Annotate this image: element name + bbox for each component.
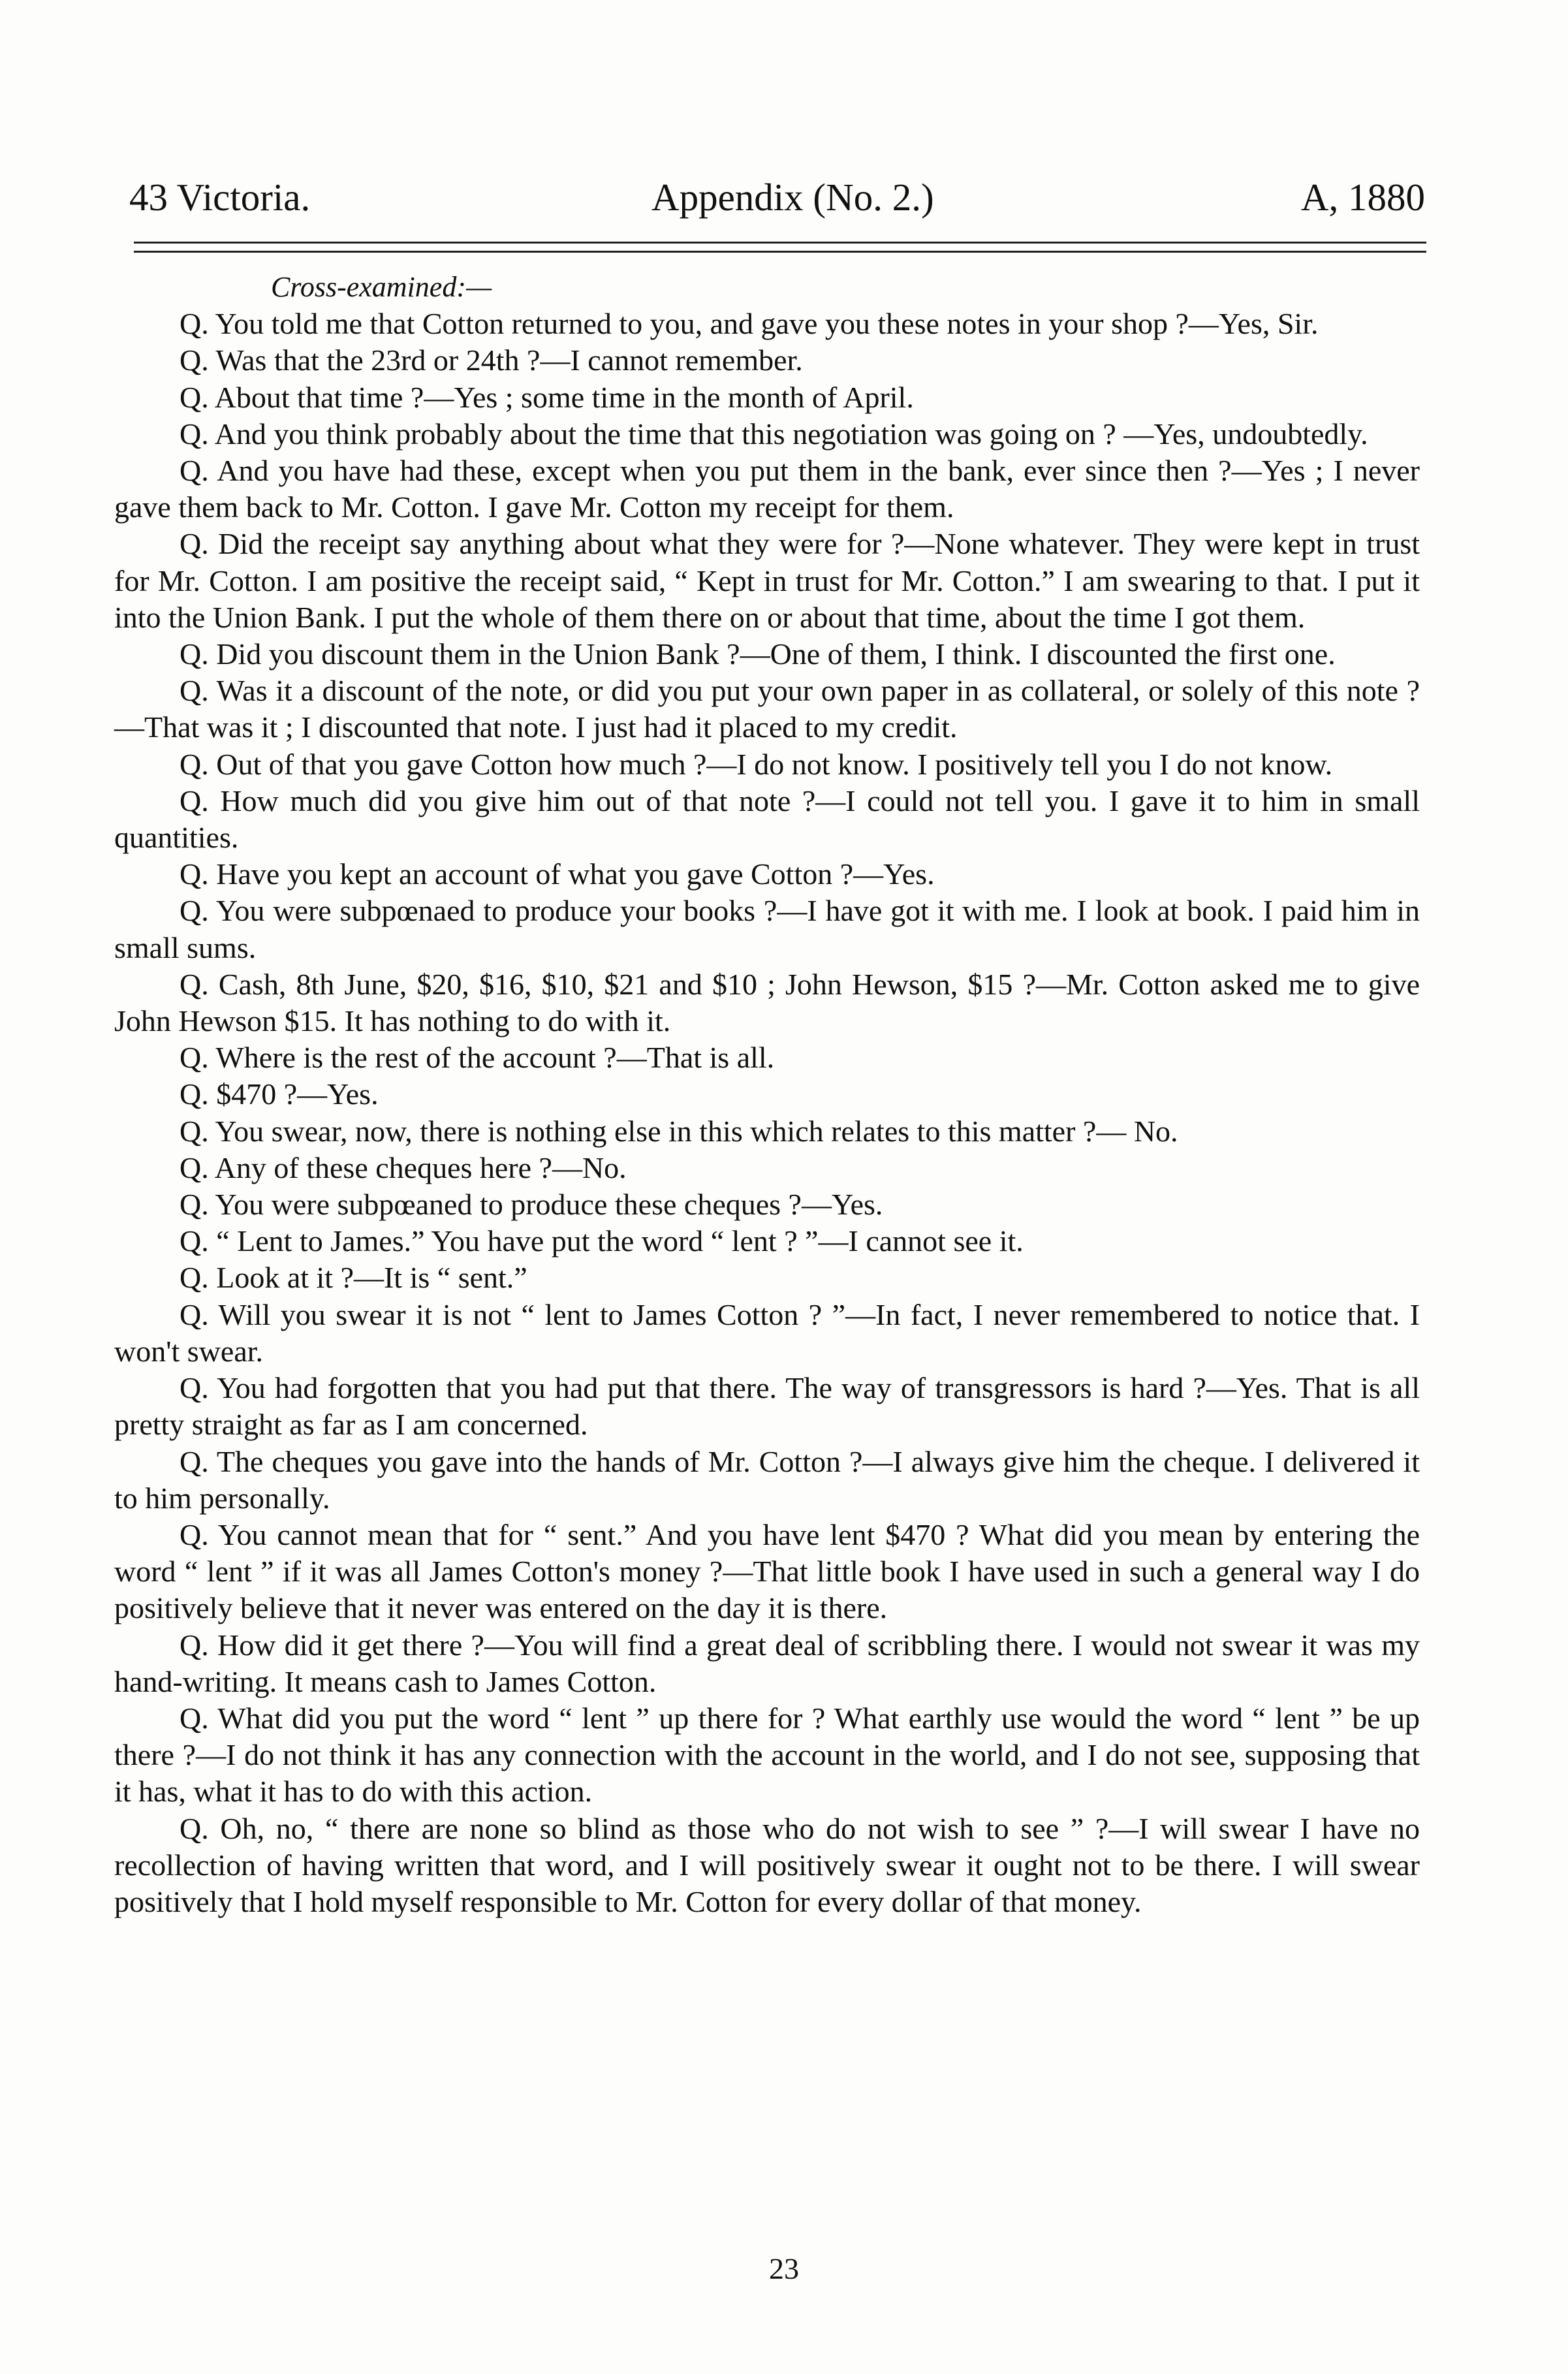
section-heading: Cross-examined:—	[271, 271, 492, 303]
qa-paragraph: Q. And you have had these, except when you put them in the bank, ever since then ?—Yes ; I never gave them back to Mr. Cotton. I gave Mr. Cotton my receipt for them.	[114, 454, 1420, 524]
qa-paragraph: Q. You told me that Cotton returned to you, and gave you these notes in your shop ?—Yes, Sir.	[180, 307, 1319, 341]
qa-paragraph: Q. How did it get there ?—You will find a great deal of scribbling there. I would not swear it was my hand-writing. It means cash to James Cotton.	[114, 1628, 1420, 1698]
qa-paragraph: Q. Out of that you gave Cotton how much ?—I do not know. I positively tell you I do not know.	[180, 747, 1333, 781]
running-header	[129, 171, 1425, 223]
qa-paragraph: Q. How much did you give him out of that note ?—I could not tell you. I gave it to him in small quantities.	[114, 783, 1420, 855]
qa-paragraph: Q. You cannot mean that for “ sent.” And you have lent $470 ? What did you mean by entering the word “ lent ” if it was all James Cotton's money ?—That little book I have used in such a general way I do positively believe that it never was entered on the day it is there.	[114, 1517, 1420, 1625]
qa-paragraph: Q. Did the receipt say anything about what they were for ?—None whatever. They were kept in trust for Mr. Cotton. I am positive the receipt said, “ Kept in trust for Mr. Cotton.” I am swearing to that. I put it into the Union Bank. I put the whole of them there on or about that time, about the time I got them.	[114, 527, 1420, 634]
qa-paragraph: Q. You were subpœaned to produce these cheques ?—Yes.	[180, 1188, 883, 1222]
qa-paragraph: Q. About that time ?—Yes ; some time in the month of April.	[180, 380, 914, 414]
qa-paragraph: Q. Have you kept an account of what you gave Cotton ?—Yes.	[180, 857, 935, 891]
header-appendix: Appendix (No. 2.)	[651, 176, 934, 219]
qa-paragraph: Q. And you think probably about the time that this negotiation was going on ? —Yes, undoubtedly.	[180, 417, 1368, 451]
body-text	[114, 269, 1420, 1920]
qa-paragraph: Q. Where is the rest of the account ?—That is all.	[180, 1041, 775, 1075]
qa-paragraph: Q. Look at it ?—It is “ sent.”	[180, 1261, 527, 1295]
qa-paragraph: Q. Oh, no, “ there are none so blind as those who do not wish to see ” ?—I will swear I have no recollection of having written that word, and I will positively swear it ought not to be there. I will swear positively that I hold myself responsible to Mr. Cotton for every dollar of that money.	[114, 1811, 1420, 1918]
qa-paragraph: Q. Did you discount them in the Union Bank ?—One of them, I think. I discounted the first one.	[180, 637, 1336, 671]
qa-paragraph: Q. $470 ?—Yes.	[180, 1077, 379, 1111]
qa-paragraph: Q. “ Lent to James.” You have put the word “ lent ? ”—I cannot see it.	[180, 1224, 1024, 1258]
qa-paragraph: Q. What did you put the word “ lent ” up there for ? What earthly use would the word “ lent ” be up there ?—I do not think it has any connection with the account in the world, and I do not see, supposing that it has, what it has to do with this action.	[114, 1701, 1420, 1809]
qa-paragraph: Q. Cash, 8th June, $20, $16, $10, $21 and $10 ; John Hewson, $15 ?—Mr. Cotton asked me to give John Hewson $15. It has nothing to do with it.	[114, 967, 1420, 1038]
qa-paragraph: Q. You were subpœnaed to produce your books ?—I have got it with me. I look at book. I paid him in small sums.	[114, 894, 1420, 964]
qa-paragraph: Q. You swear, now, there is nothing else in this which relates to this matter ?— No.	[180, 1114, 1178, 1148]
qa-paragraph: Q. Was it a discount of the note, or did you put your own paper in as collateral, or solely of this note ?—That was it ; I discounted that note. I just had it placed to my credit.	[114, 674, 1420, 744]
page-number: 23	[769, 2252, 799, 2285]
header-rule-bottom	[134, 251, 1426, 253]
header-session: 43 Victoria.	[129, 176, 311, 219]
qa-paragraph: Q. The cheques you gave into the hands of Mr. Cotton ?—I always give him the cheque. I delivered it to him personally.	[114, 1444, 1420, 1515]
qa-paragraph: Q. Was that the 23rd or 24th ?—I cannot remember.	[180, 343, 803, 377]
qa-paragraph: Q. Will you swear it is not “ lent to James Cotton ? ”—In fact, I never remembered to notice that. I won't swear.	[114, 1297, 1420, 1368]
header-year: A, 1880	[1300, 176, 1425, 219]
qa-paragraph: Q. Any of these cheques here ?—No.	[180, 1150, 627, 1184]
qa-paragraph: Q. You had forgotten that you had put that there. The way of transgressors is hard ?—Yes. That is all pretty straight as far as I am concerned.	[114, 1371, 1420, 1442]
header-rule-top	[134, 242, 1426, 244]
